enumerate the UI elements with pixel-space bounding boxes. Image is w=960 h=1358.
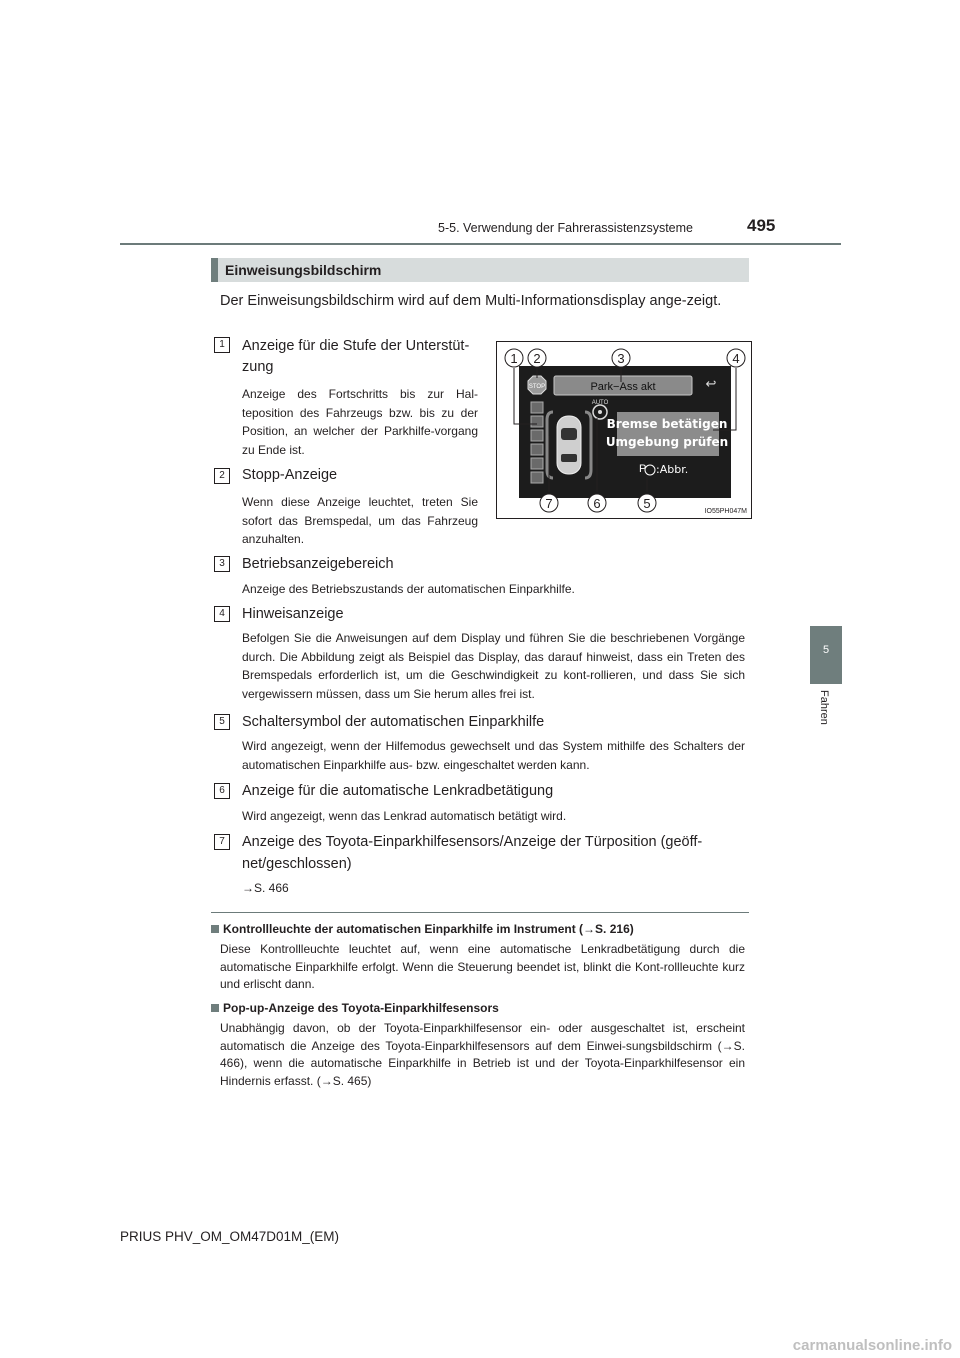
note-body-1: Diese Kontrollleuchte leuchtet auf, wenn eine automatische Lenkradbetätigung durch die automatische Einparkhilfe erfolgt. Wenn die Steuerung beendet ist, blinkt die Kont-rollleuchte kurz und erlischt dann.: [220, 942, 745, 991]
back-icon: ↩: [705, 377, 717, 392]
item-number-7: 7: [214, 834, 230, 850]
stop-icon-label: STOP: [528, 384, 546, 390]
header-divider: [120, 243, 841, 245]
svg-text:4: 4: [732, 351, 740, 366]
status-bar-text: Park−Ass akt: [590, 381, 656, 393]
item-body-2: Wenn diese Anzeige leuchtet, treten Sie sofort das Bremspedal, um das Fahrzeug anzuhalten.: [242, 495, 478, 546]
note-title-2-text: Pop-up-Anzeige des Toyota-Einparkhilfesensors: [223, 1001, 499, 1015]
item-body-4: Befolgen Sie die Anweisungen auf dem Display und führen Sie die beschriebenen Vorgänge durch. Die Abbildung zeigt als Beispiel das Display, das darauf hinweist, dass ein Treten des Bremspedals erforderlich ist, um die Geschwindigkeit zu kont-rollieren, und dass Sie sich vergewissern müssen, dass um Sie herum alles frei ist.: [242, 631, 745, 701]
item-body-7: →S. 466: [242, 881, 289, 895]
item-title-4: Hinweisanzeige: [242, 606, 344, 622]
item-number-5: 5: [214, 714, 230, 730]
note-bullet-icon: [211, 1004, 219, 1012]
item-title-1: Anzeige für die Stufe der Unterstüt-zung: [242, 338, 470, 375]
item-number-1: 1: [214, 337, 230, 353]
item-title-2: Stopp-Anzeige: [242, 467, 338, 483]
figure-code: IO55PH047M: [704, 508, 747, 515]
svg-text:7: 7: [545, 496, 553, 511]
svg-text:2: 2: [533, 351, 541, 366]
item-title-7: Anzeige des Toyota-Einparkhilfesensors/Anzeige der Türposition (geöff-net/geschlossen): [242, 834, 703, 872]
display-illustration: [497, 342, 751, 518]
note-title-2: [211, 1001, 499, 1015]
document-footer: PRIUS PHV_OM_OM47D01M_(EM): [120, 1229, 340, 1244]
chapter-label: Fahren: [818, 690, 830, 725]
item-body-6: Wird angezeigt, wenn das Lenkrad automatisch betätigt wird.: [242, 809, 567, 823]
section-heading-label: Einweisungsbildschirm: [225, 262, 382, 278]
display-figure: [496, 341, 752, 519]
item-body-1: Anzeige des Fortschritts bis zur Hal-teposition des Fahrzeugs bzw. bis zu der Position, an welcher der Parkhilfe-vorgang zu Ende ist.: [242, 387, 478, 457]
notes-divider: [211, 912, 749, 913]
chapter-number: 5: [822, 644, 830, 656]
note-bullet-icon: [211, 925, 219, 933]
page-number: 495: [747, 216, 776, 235]
svg-text:1: 1: [510, 351, 518, 366]
svg-text:6: 6: [593, 496, 601, 511]
header-section-title: 5-5. Verwendung der Fahrerassistenzsysteme: [438, 221, 693, 235]
cancel-label: :Abbr.: [656, 463, 689, 476]
item-body-3: Anzeige des Betriebszustands der automatischen Einparkhilfe.: [242, 582, 575, 596]
svg-text:3: 3: [617, 351, 625, 366]
item-title-6: Anzeige für die automatische Lenkradbetätigung: [242, 783, 554, 799]
message-line-1: Bremse betätigen: [606, 417, 728, 431]
item-title-3: Betriebsanzeigebereich: [242, 556, 394, 572]
note-title-1: [211, 922, 634, 936]
watermark: carmanualsonline.info: [792, 1337, 952, 1354]
section-heading-accent: [211, 258, 218, 282]
note-body-2: Unabhängig davon, ob der Toyota-Einparkhilfesensor ein- oder ausgeschaltet ist, erscheint automatisch die Anzeige des Toyota-Einparkhilfesensors auf dem Einwei-sungsbildschirm (→S. 466), wenn die automatische Einparkhilfe in Betrieb ist und der Toyota-Einparkhilfesensor ein Hindernis erfasst. (→S. 465): [220, 1021, 745, 1088]
item-number-2: 2: [214, 468, 230, 484]
intro-paragraph: Der Einweisungsbildschirm wird auf dem Multi-Informationsdisplay ange-zeigt.: [220, 293, 722, 309]
item-number-3: 3: [214, 556, 230, 572]
chapter-label-container: [794, 690, 854, 738]
parking-switch-letter: P: [639, 463, 647, 475]
note-title-1-text: Kontrollleuchte der automatischen Einparkhilfe im Instrument (→S. 216): [223, 922, 634, 936]
svg-text:5: 5: [643, 496, 651, 511]
item-title-5: Schaltersymbol der automatischen Einparkhilfe: [242, 714, 545, 730]
item-number-6: 6: [214, 783, 230, 799]
message-line-2: Umgebung prüfen: [605, 435, 729, 449]
item-number-4: 4: [214, 606, 230, 622]
item-body-5: Wird angezeigt, wenn der Hilfemodus gewechselt und das System mithilfe des Schalters der automatischen Einparkhilfe aus- bzw. eingeschaltet werden kann.: [242, 739, 745, 772]
section-heading: [211, 258, 749, 282]
auto-label: AUTO: [591, 400, 609, 406]
